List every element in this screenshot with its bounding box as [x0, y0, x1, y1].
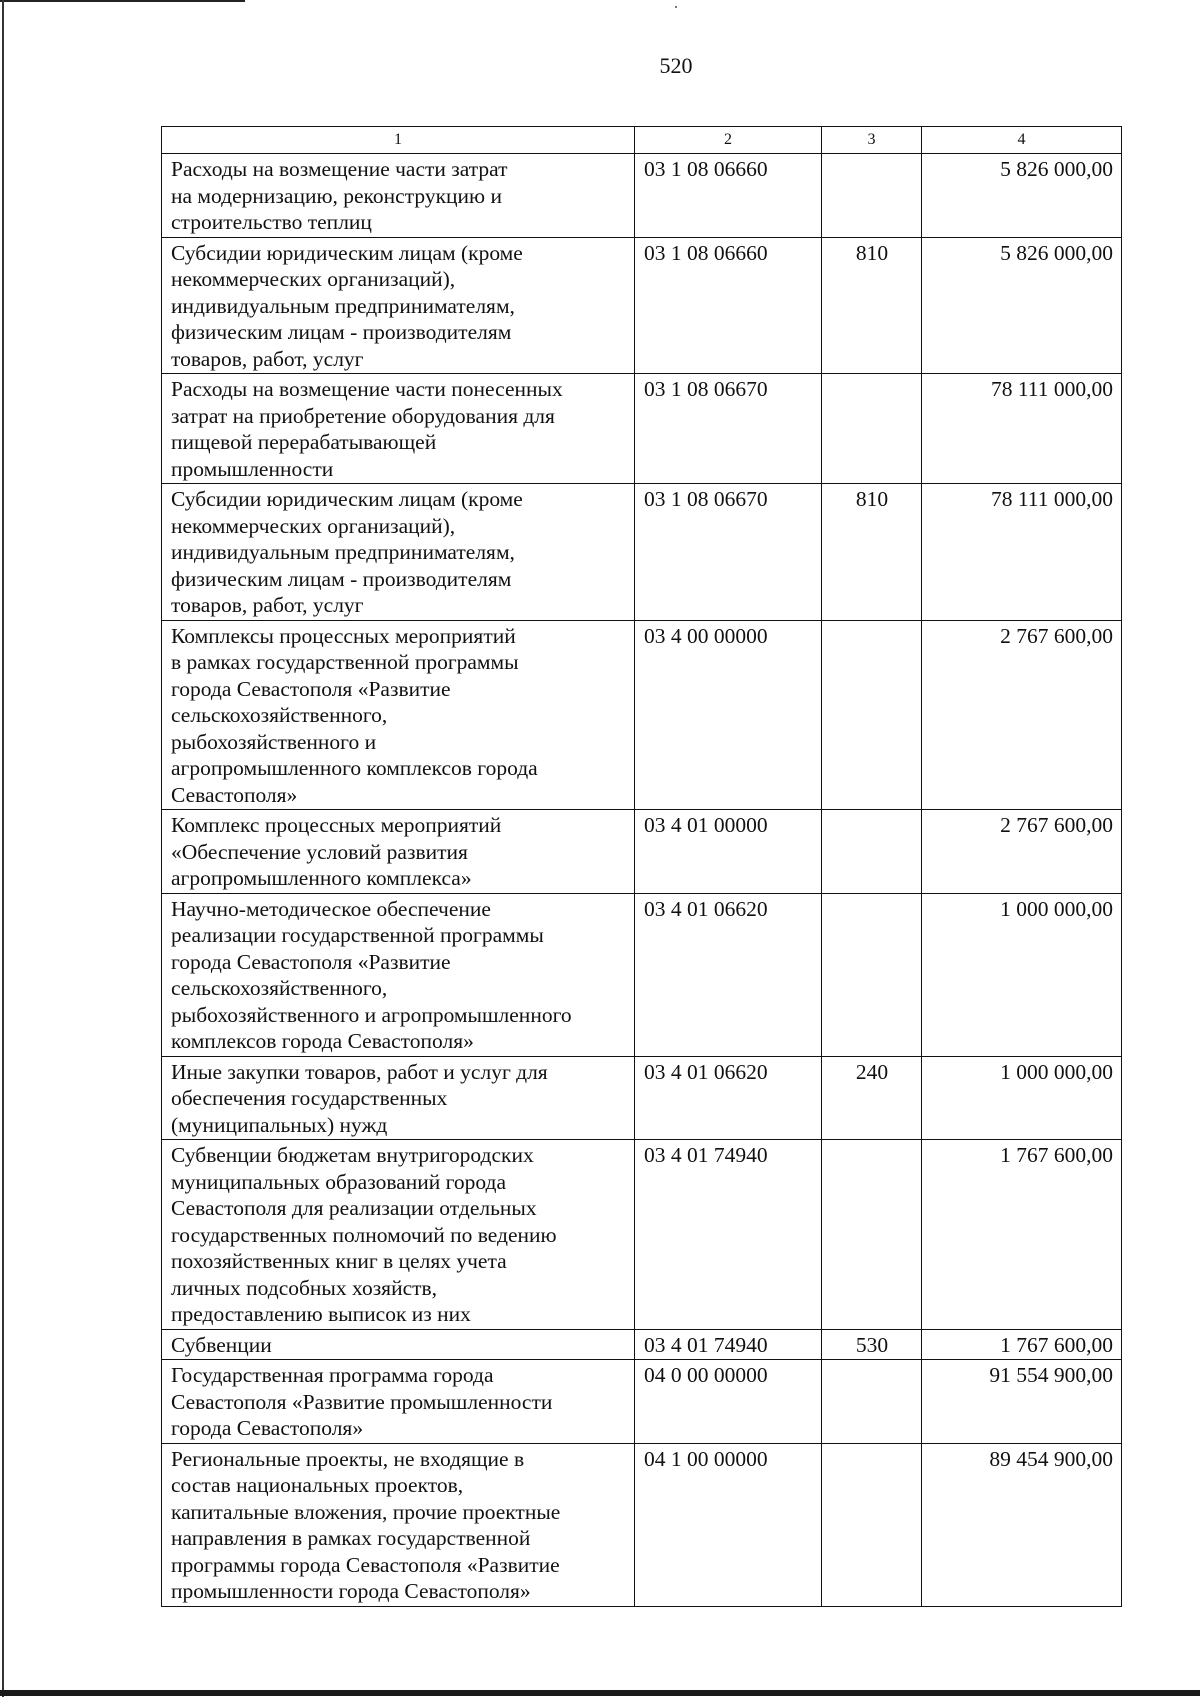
cell-name: Субвенции бюджетам внутригородских муниципальных образований города Севастополя для реализации отдельных государственных полномочий по ведению похозяйственных книг в целях учета личных подсобных хозяйств, предоставлению выписок из них	[162, 1140, 635, 1330]
cell-expense-type: 530	[822, 1329, 922, 1360]
page-number: 520	[659, 53, 693, 78]
cell-expense-type: 810	[822, 484, 922, 621]
column-header-4: 4	[922, 127, 1122, 154]
cell-amount: 2 767 600,00	[922, 810, 1122, 894]
cell-name: Субсидии юридическим лицам (кроме некоммерческих организаций), индивидуальным предпринимателям, физическим лицам - производителям товаров, работ, услуг	[162, 484, 635, 621]
scan-border-bottom	[0, 1690, 1200, 1696]
cell-name: Расходы на возмещение части затрат на модернизацию, реконструкцию и строительство теплиц	[162, 154, 635, 238]
cell-code: 03 4 01 06620	[635, 1056, 822, 1140]
table-row	[162, 1443, 1122, 1606]
table-row	[162, 620, 1122, 810]
cell-amount: 1 767 600,00	[922, 1329, 1122, 1360]
cell-code: 03 4 00 00000	[635, 620, 822, 810]
table-row	[162, 237, 1122, 374]
scan-border-left	[2, 0, 4, 1697]
cell-code: 03 4 01 00000	[635, 810, 822, 894]
scan-border-top	[0, 0, 245, 2]
cell-name: Государственная программа города Севастополя «Развитие промышленности города Севастополя»	[162, 1360, 635, 1444]
column-header-3: 3	[822, 127, 922, 154]
cell-expense-type: 240	[822, 1056, 922, 1140]
cell-name: Субсидии юридическим лицам (кроме некоммерческих организаций), индивидуальным предпринимателям, физическим лицам - производителям товаров, работ, услуг	[162, 237, 635, 374]
table-row	[162, 374, 1122, 484]
cell-code: 03 4 01 74940	[635, 1140, 822, 1330]
cell-name: Иные закупки товаров, работ и услуг для обеспечения государственных (муниципальных) нужд	[162, 1056, 635, 1140]
cell-code: 03 1 08 06670	[635, 374, 822, 484]
cell-amount: 1 767 600,00	[922, 1140, 1122, 1330]
table-header-row	[162, 127, 1122, 154]
cell-expense-type	[822, 1443, 922, 1606]
cell-name: Субвенции	[162, 1329, 635, 1360]
cell-amount: 78 111 000,00	[922, 374, 1122, 484]
cell-amount: 5 826 000,00	[922, 237, 1122, 374]
cell-amount: 2 767 600,00	[922, 620, 1122, 810]
cell-expense-type	[822, 374, 922, 484]
cell-expense-type	[822, 893, 922, 1056]
cell-expense-type	[822, 1360, 922, 1444]
table-row	[162, 810, 1122, 894]
table-row	[162, 1140, 1122, 1330]
table-row	[162, 484, 1122, 621]
cell-expense-type: 810	[822, 237, 922, 374]
cell-expense-type	[822, 620, 922, 810]
cell-code: 03 4 01 74940	[635, 1329, 822, 1360]
cell-name: Региональные проекты, не входящие в состав национальных проектов, капитальные вложения, прочие проектные направления в рамках государственной программы города Севастополя «Развитие промышленности города Севастополя»	[162, 1443, 635, 1606]
cell-code: 03 1 08 06670	[635, 484, 822, 621]
cell-code: 03 4 01 06620	[635, 893, 822, 1056]
cell-code: 04 1 00 00000	[635, 1443, 822, 1606]
cell-name: Комплекс процессных мероприятий «Обеспечение условий развития агропромышленного комплекса»	[162, 810, 635, 894]
cell-amount: 5 826 000,00	[922, 154, 1122, 238]
table-row	[162, 154, 1122, 238]
cell-amount: 89 454 900,00	[922, 1443, 1122, 1606]
scan-speck	[675, 6, 677, 8]
table-body	[162, 154, 1122, 1607]
cell-amount: 78 111 000,00	[922, 484, 1122, 621]
cell-expense-type	[822, 810, 922, 894]
column-header-1: 1	[162, 127, 635, 154]
cell-amount: 91 554 900,00	[922, 1360, 1122, 1444]
table-row	[162, 1056, 1122, 1140]
cell-name: Комплексы процессных мероприятий в рамках государственной программы города Севастополя «Развитие сельскохозяйственного, рыбохозяйственного и агропромышленного комплексов города Севастополя»	[162, 620, 635, 810]
cell-expense-type	[822, 154, 922, 238]
table-row	[162, 1329, 1122, 1360]
table-row	[162, 1360, 1122, 1444]
cell-code: 03 1 08 06660	[635, 237, 822, 374]
cell-code: 04 0 00 00000	[635, 1360, 822, 1444]
cell-code: 03 1 08 06660	[635, 154, 822, 238]
cell-amount: 1 000 000,00	[922, 1056, 1122, 1140]
cell-name: Научно-методическое обеспечение реализации государственной программы города Севастополя «Развитие сельскохозяйственного, рыбохозяйственного и агропромышленного комплексов города Севастополя»	[162, 893, 635, 1056]
table-row	[162, 893, 1122, 1056]
column-header-2: 2	[635, 127, 822, 154]
cell-name: Расходы на возмещение части понесенных затрат на приобретение оборудования для пищевой перерабатывающей промышленности	[162, 374, 635, 484]
cell-amount: 1 000 000,00	[922, 893, 1122, 1056]
cell-expense-type	[822, 1140, 922, 1330]
budget-table	[161, 126, 1122, 1607]
